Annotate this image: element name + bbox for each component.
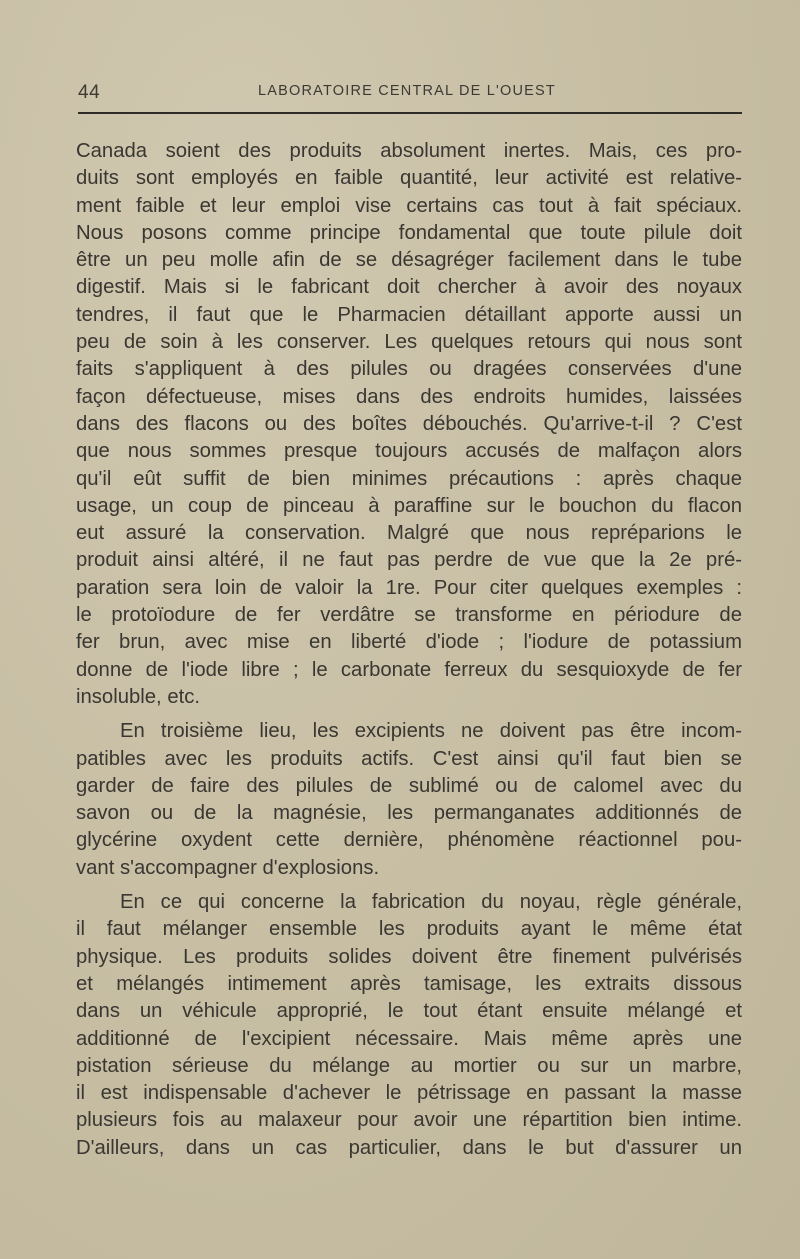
text-line: plusieurs fois au malaxeur pour avoir une répartition bien intime. [76, 1109, 742, 1132]
header-rule [78, 112, 742, 114]
text-line: garder de faire des pilules de sublimé ou de calomel avec du [76, 774, 742, 797]
text-line: En ce qui concerne la fabrication du noyau, règle générale, [120, 891, 742, 914]
text-line: il faut mélanger ensemble les produits ayant le même état [76, 918, 742, 941]
text-line: faits s'appliquent à des pilules ou dragées conservées d'une [76, 358, 742, 381]
text-line: digestif. Mais si le fabricant doit chercher à avoir des noyaux [76, 276, 742, 299]
text-line: duits sont employés en faible quantité, leur activité est relative- [76, 167, 742, 190]
text-line: façon défectueuse, mises dans des endroits humides, laissées [76, 385, 742, 408]
text-line: En troisième lieu, les excipients ne doivent pas être incom- [120, 720, 742, 743]
text-line: paration sera loin de valoir la 1re. Pour citer quelques exemples : [76, 576, 742, 599]
text-line: tendres, il faut que le Pharmacien détaillant apporte aussi un [76, 303, 742, 326]
text-line: et mélangés intimement après tamisage, les extraits dissous [76, 972, 742, 995]
text-line: D'ailleurs, dans un cas particulier, dans le but d'assurer un [76, 1136, 742, 1159]
running-title: LABORATOIRE CENTRAL DE L'OUEST [258, 83, 556, 99]
text-line: ment faible et leur emploi vise certains cas tout à fait spéciaux. [76, 194, 742, 217]
text-line: vant s'accompagner d'explosions. [76, 856, 380, 879]
text-line: fer brun, avec mise en liberté d'iode ; l'iodure de potassium [76, 631, 742, 654]
text-line: additionné de l'excipient nécessaire. Mais même après une [76, 1027, 742, 1050]
text-line: usage, un coup de pinceau à paraffine sur le bouchon du flacon [76, 494, 742, 517]
text-line: patibles avec les produits actifs. C'est ainsi qu'il faut bien se [76, 747, 742, 770]
text-line: physique. Les produits solides doivent être finement pulvérisés [76, 945, 742, 968]
text-line: Canada soient des produits absolument inertes. Mais, ces pro- [76, 140, 742, 162]
text-line: glycérine oxydent cette dernière, phénomène réactionnel pou- [76, 829, 742, 852]
text-line: être un peu molle afin de se désagréger facilement dans le tube [76, 249, 742, 272]
page-header [78, 78, 742, 108]
text-line: insoluble, etc. [76, 685, 201, 708]
text-line: produit ainsi altéré, il ne faut pas perdre de vue que la 2e pré- [76, 549, 742, 572]
text-line: que nous sommes presque toujours accusés de malfaçon alors [76, 440, 742, 463]
text-line: le protoïodure de fer verdâtre se transforme en périodure de [76, 604, 742, 627]
text-line: savon ou de la magnésie, les permanganates additionnés de [76, 802, 742, 825]
text-line: Nous posons comme principe fondamental que toute pilule doit [76, 221, 742, 244]
page-number: 44 [78, 82, 101, 103]
text-line: peu de soin à les conserver. Les quelques retours qui nous sont [76, 331, 742, 354]
text-line: pistation sérieuse du mélange au mortier ou sur un marbre, [76, 1054, 742, 1077]
text-line: donne de l'iode libre ; le carbonate ferreux du sesquioxyde de fer [76, 658, 742, 681]
text-line: dans un véhicule approprié, le tout étant ensuite mélangé et [76, 1000, 742, 1023]
text-line: qu'il eût suffit de bien minimes précautions : après chaque [76, 467, 742, 490]
text-line: dans des flacons ou des boîtes débouchés. Qu'arrive-t-il ? C'est [76, 412, 742, 435]
text-line: eut assuré la conservation. Malgré que nous repréparions le [76, 522, 742, 545]
text-line: il est indispensable d'achever le pétrissage en passant la masse [76, 1082, 742, 1105]
body-text [76, 138, 742, 1162]
